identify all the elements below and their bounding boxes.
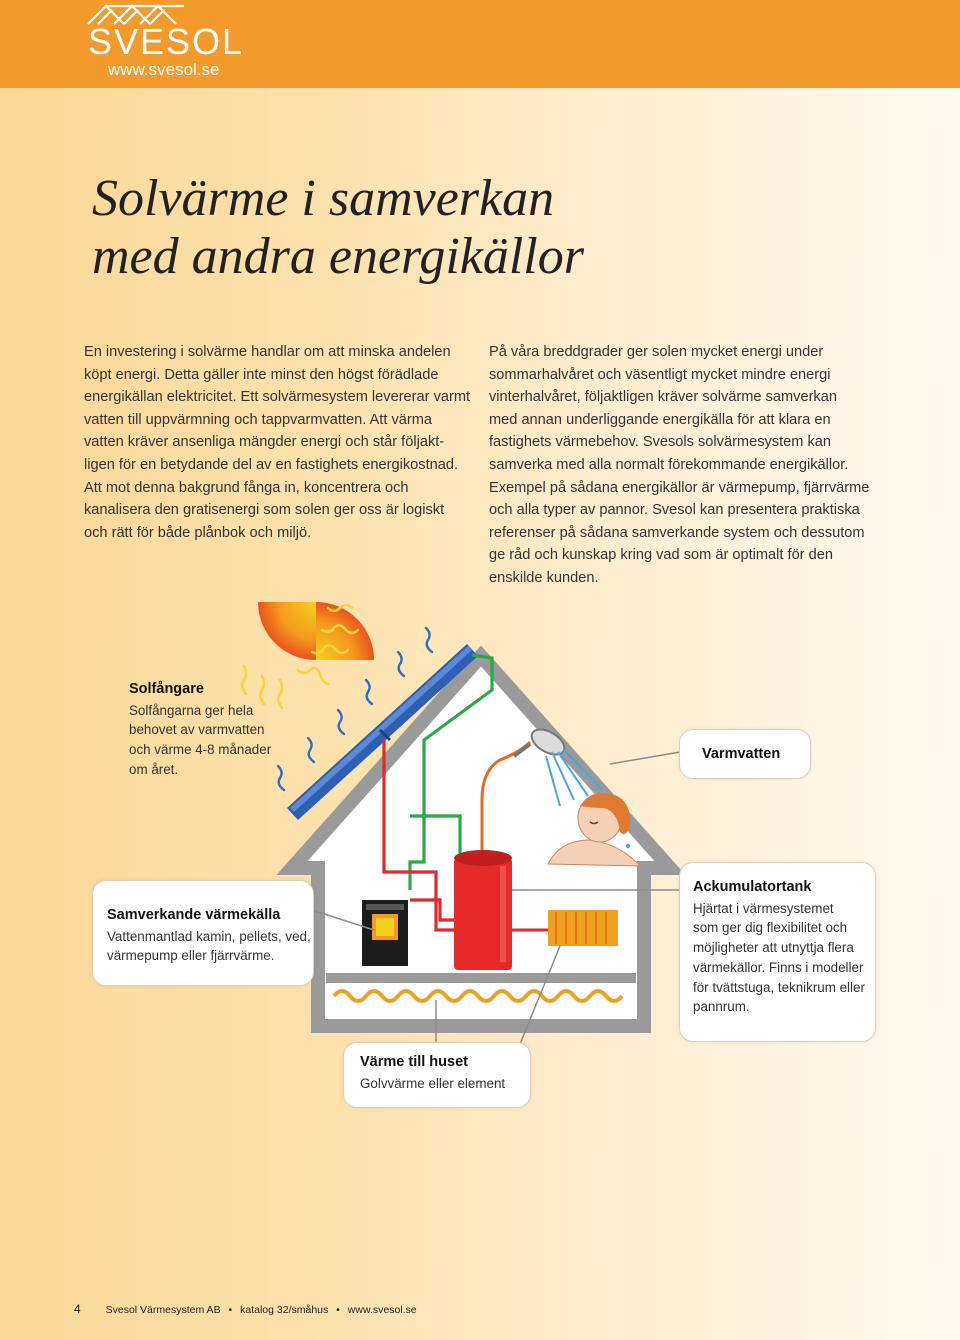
title-line-1: Solvärme i samverkan [92,170,555,227]
callout-line: pannrum. [693,999,750,1015]
text-line: En investering i solvärme handlar om att minska andelen [84,344,451,360]
callout-title: Samverkande värmekälla [107,907,281,923]
callout-title: Varmvatten [702,746,781,762]
callout-line: om året. [129,761,179,777]
page-footer [74,1302,417,1316]
callout-varmvatten [679,729,811,779]
callout-line: Vattenmantlad kamin, pellets, ved, [107,928,311,944]
text-line: samverka med alla normalt förekommande energikällor. [489,456,849,473]
callout-line: och värme 4-8 månader [129,742,272,758]
callout-line: möjligheter att utnyttja flera [693,940,854,956]
text-line: vinterhalvåret, följaktligen kräver solvärme samverkan [489,389,837,406]
text-line: vatten till uppvärmning och tappvarmvatten. Att värma [84,411,432,428]
text-line: sommarhalvåret och väsentligt mycket mindre energi [489,366,831,383]
text-line: och alla typer av pannor. Svesol kan presentera praktiska [489,502,860,519]
text-line: ge råd och kunskap kring vad som är optimalt för den [489,547,833,564]
callout-line: värmekällor. Finns i modeller [693,959,864,975]
text-line: enskilde kunden. [489,569,599,586]
intro-left-column [84,341,476,544]
page-number: 4 [74,1302,81,1316]
callout-line: värmepump eller fjärrvärme. [107,948,275,964]
text-line: kanalisera den gratisenergi som solen ger oss är logiskt [84,502,445,519]
header-bar [0,0,960,88]
callout-title: Ackumulatortank [693,879,812,895]
header-url[interactable]: www.svesol.se [108,60,220,79]
callout-solfangare [129,680,279,780]
text-line: vatten kräver ansenliga mängder energi och står följakt- [84,434,445,451]
text-line: fastighets värmebehov. Svesols solvärmesystem kan [489,434,832,451]
bullet-separator: • [228,1304,233,1316]
text-line: energikällan elektricitet. Ett solvärmesystem levererar varmt [84,389,471,406]
title-line-2: med andra energikällor [92,228,584,285]
page-title [92,170,892,286]
callout-line: Golvvärme eller element [360,1075,506,1091]
callout-line: för tvättstuga, teknikrum eller [693,979,865,995]
logo-wordmark: SVESOL [88,21,245,62]
text-line: På våra breddgrader ger solen mycket energi under [489,344,824,360]
text-line: och rätt för både plånbok och miljö. [84,524,312,541]
text-line: Att mot denna bakgrund fånga in, koncentrera och [84,479,409,496]
text-line: med annan underliggande energikälla för att klara en [489,411,831,428]
accumulator-tank-icon [454,850,512,970]
footer-company: Svesol Värmesystem AB [105,1304,221,1316]
text-line: ligen för en betydande del av en fastighets energikostnad. [84,456,459,473]
stove-icon [362,900,408,966]
text-line: Exempel på sådana energikällor är värmepump, fjärrvärme [489,479,870,496]
callout-title: Solfångare [129,681,204,697]
bullet-separator: • [336,1304,340,1316]
callout-ackumulatortank [679,862,876,1042]
callout-line: Hjärtat i värmesystemet [693,900,834,916]
text-line: referenser på sådana samverkande system och dessutom [489,524,865,541]
footer-catalog: katalog 32/småhus [240,1304,329,1316]
callout-samverkande [92,880,314,986]
callout-line: Solfångarna ger hela [129,702,254,718]
intro-right-column [489,341,881,590]
callout-line: som ger dig flexibilitet och [693,920,848,936]
callout-line: behovet av varmvatten [129,722,265,738]
callout-title: Värme till huset [360,1054,468,1070]
text-line: köpt energi. Detta gäller inte minst den högst förädlade [84,366,439,383]
callout-varme-till-huset [343,1042,531,1108]
footer-url[interactable]: www.svesol.se [347,1304,417,1316]
